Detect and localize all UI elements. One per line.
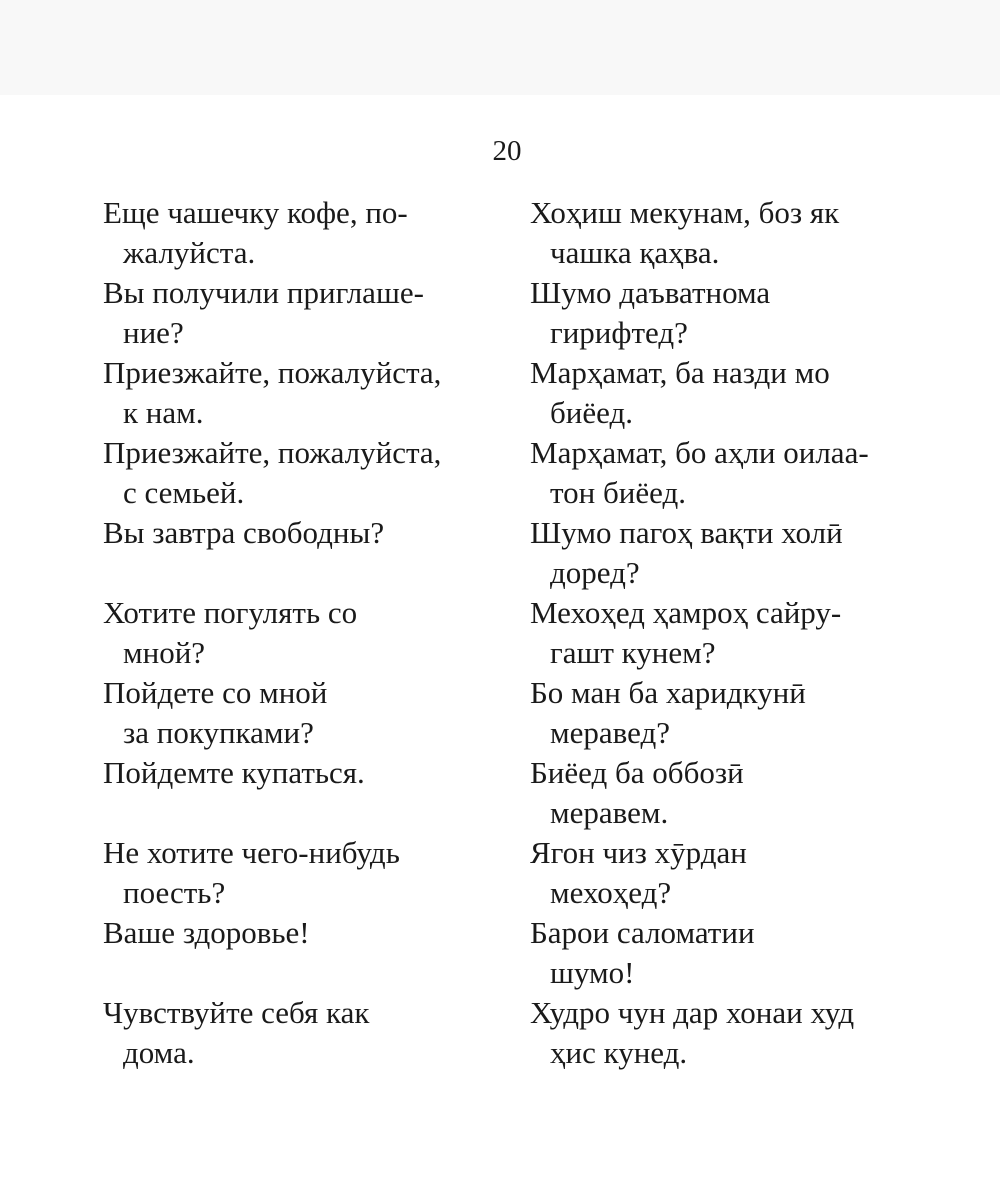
phrase-ru — [103, 433, 441, 513]
phrase-line: ҳис кунед. — [550, 1035, 688, 1070]
phrase-tj — [530, 673, 806, 753]
phrase-tj — [530, 593, 841, 673]
phrase-tj — [530, 353, 830, 433]
phrase-line: Пойдемте купаться. — [103, 755, 365, 790]
phrase-line: Чувствуйте себя как — [103, 995, 370, 1030]
phrase-line: тон биёед. — [550, 475, 686, 510]
page-number: 20 — [492, 135, 522, 167]
phrase-line: Марҳамат, ба назди мо — [530, 355, 830, 390]
phrase-tj — [530, 513, 843, 593]
phrase-line: гирифтед? — [550, 315, 688, 350]
phrase-ru — [103, 593, 357, 673]
phrase-line: биёед. — [550, 395, 633, 430]
phrase-line: Бо ман ба харидкунӣ — [530, 675, 806, 710]
phrase-tj — [530, 993, 854, 1073]
phrase-line: с семьей. — [123, 475, 245, 510]
phrase-line: Еще чашечку кофе, по- — [103, 195, 408, 230]
phrase-line: Вы завтра свободны? — [103, 515, 385, 550]
phrase-line: Барои саломатии — [530, 915, 755, 950]
phrase-line: доред? — [550, 555, 640, 590]
scan-top-shade — [0, 0, 1000, 95]
phrase-line: Марҳамат, бо аҳли оилаа- — [530, 435, 869, 470]
phrase-line: Вы получили приглаше- — [103, 275, 424, 310]
phrase-line: Ваше здоровье! — [103, 915, 310, 950]
phrase-line: Худро чун дар хонаи худ — [530, 995, 855, 1030]
phrase-line: жалуйста. — [123, 235, 256, 270]
phrase-line: Мехоҳед ҳамроҳ сайру- — [530, 595, 842, 630]
phrase-line: дома. — [123, 1035, 195, 1070]
phrase-line: Пойдете со мной — [103, 675, 328, 710]
phrase-line: меравед? — [550, 715, 670, 750]
phrase-line: Хоҳиш мекунам, боз як — [530, 195, 840, 230]
phrase-line: меравем. — [550, 795, 669, 830]
phrase-ru — [103, 273, 424, 353]
phrase-ru — [103, 673, 327, 753]
phrase-line: Хотите погулять со — [103, 595, 358, 630]
phrase-ru — [103, 833, 400, 913]
phrase-tj — [530, 193, 839, 273]
phrase-tj — [530, 433, 869, 513]
phrase-line: Приезжайте, пожалуйста, — [103, 355, 442, 390]
phrase-tj — [530, 913, 755, 993]
phrase-ru — [103, 193, 408, 273]
phrase-line: чашка қаҳва. — [550, 235, 720, 270]
phrase-line: ние? — [123, 315, 184, 350]
phrase-line: Приезжайте, пожалуйста, — [103, 435, 442, 470]
phrase-ru — [103, 753, 365, 793]
phrase-ru — [103, 513, 384, 553]
phrase-line: Биёед ба оббозӣ — [530, 755, 744, 790]
phrase-tj — [530, 753, 744, 833]
phrase-line: за покупками? — [123, 715, 314, 750]
phrase-tj — [530, 833, 747, 913]
phrase-line: гашт кунем? — [550, 635, 716, 670]
phrase-line: поесть? — [123, 875, 226, 910]
phrase-line: Шумо пагоҳ вақти холӣ — [530, 515, 843, 550]
phrase-ru — [103, 993, 369, 1073]
phrase-tj — [530, 273, 770, 353]
phrase-ru — [103, 353, 441, 433]
phrase-line: Ягон чиз хӯрдан — [530, 835, 747, 870]
phrase-line: к нам. — [123, 395, 204, 430]
phrase-line: Шумо даъватнома — [530, 275, 771, 310]
phrase-line: мной? — [123, 635, 206, 670]
phrase-line: мехоҳед? — [550, 875, 672, 910]
phrase-ru — [103, 913, 310, 953]
phrase-line: Не хотите чего-нибудь — [103, 835, 400, 870]
phrase-line: шумо! — [550, 955, 635, 990]
